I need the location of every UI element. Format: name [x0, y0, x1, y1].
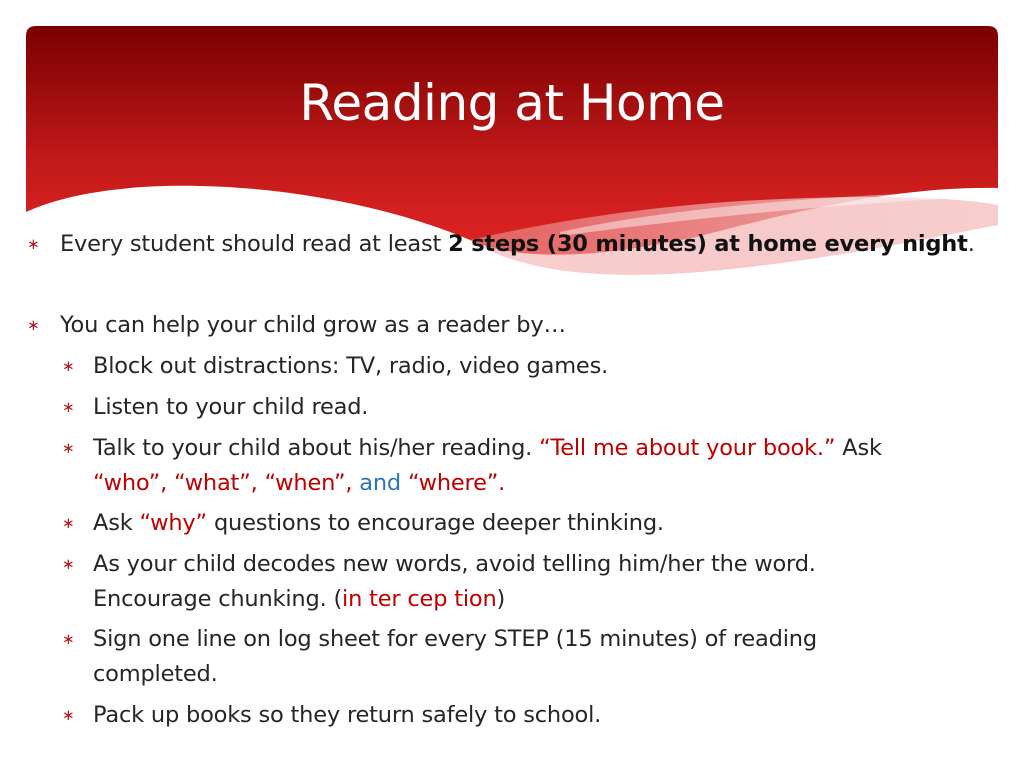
bullet-point-1 — [27, 227, 1010, 262]
subpoint-2 — [62, 390, 993, 425]
subpoint-3-ask: Ask — [835, 435, 882, 461]
bullet-icon: ∗ — [27, 235, 40, 253]
bullet-icon: ∗ — [62, 706, 75, 724]
subpoint-2-text: Listen to your child read. — [93, 394, 369, 420]
subpoint-4-rest: questions to encourage deeper thinking. — [207, 510, 664, 536]
point1-end: . — [967, 231, 975, 257]
bullet-icon: ∗ — [62, 439, 75, 457]
subpoint-7 — [62, 698, 993, 733]
bullet-icon: ∗ — [62, 514, 75, 532]
subpoint-3 — [62, 431, 993, 501]
subpoint-5-line1: As your child decodes new words, avoid telling him/her the word. — [93, 551, 816, 577]
subpoint-4-why: “why” — [139, 510, 207, 536]
bullet-point-2 — [27, 308, 1010, 343]
subpoint-4 — [62, 506, 993, 541]
subpoint-7-text: Pack up books so they return safely to school. — [93, 702, 602, 728]
bullet-icon: ∗ — [27, 316, 40, 334]
point1-text: Every student should read at least — [60, 231, 449, 257]
subpoint-6-line2: completed. — [93, 661, 218, 687]
subpoint-1 — [62, 349, 993, 384]
subpoint-5 — [62, 547, 993, 617]
bullet-icon: ∗ — [62, 357, 75, 375]
slide-title: Reading at Home — [299, 74, 725, 132]
subpoint-6-line1: Sign one line on log sheet for every STEP (15 minutes) of reading — [93, 626, 817, 652]
subpoint-6 — [62, 622, 993, 692]
subpoint-1-text: Block out distractions: TV, radio, video games. — [93, 353, 609, 379]
subpoint-3-text: Talk to your child about his/her reading. — [93, 435, 540, 461]
bullet-icon: ∗ — [62, 630, 75, 648]
bullet-icon: ∗ — [62, 398, 75, 416]
subpoint-5-chunk: in ter cep tion — [342, 586, 497, 612]
subpoint-5-line2-start: Encourage chunking. ( — [93, 586, 343, 612]
subpoint-3-and: and — [359, 470, 402, 496]
subpoint-5-line2-end: ) — [496, 586, 506, 612]
subpoint-3-who-what-when: “who”, “what”, “when”, — [93, 470, 360, 496]
subpoint-3-quote: “Tell me about your book.” — [539, 435, 836, 461]
bullet-icon: ∗ — [62, 555, 75, 573]
subpoint-4-ask: Ask — [93, 510, 140, 536]
point1-bold: 2 steps (30 minutes) at home every night — [448, 231, 968, 257]
subpoint-3-where: “where”. — [401, 470, 506, 496]
point2-text: You can help your child grow as a reader by… — [60, 312, 566, 338]
